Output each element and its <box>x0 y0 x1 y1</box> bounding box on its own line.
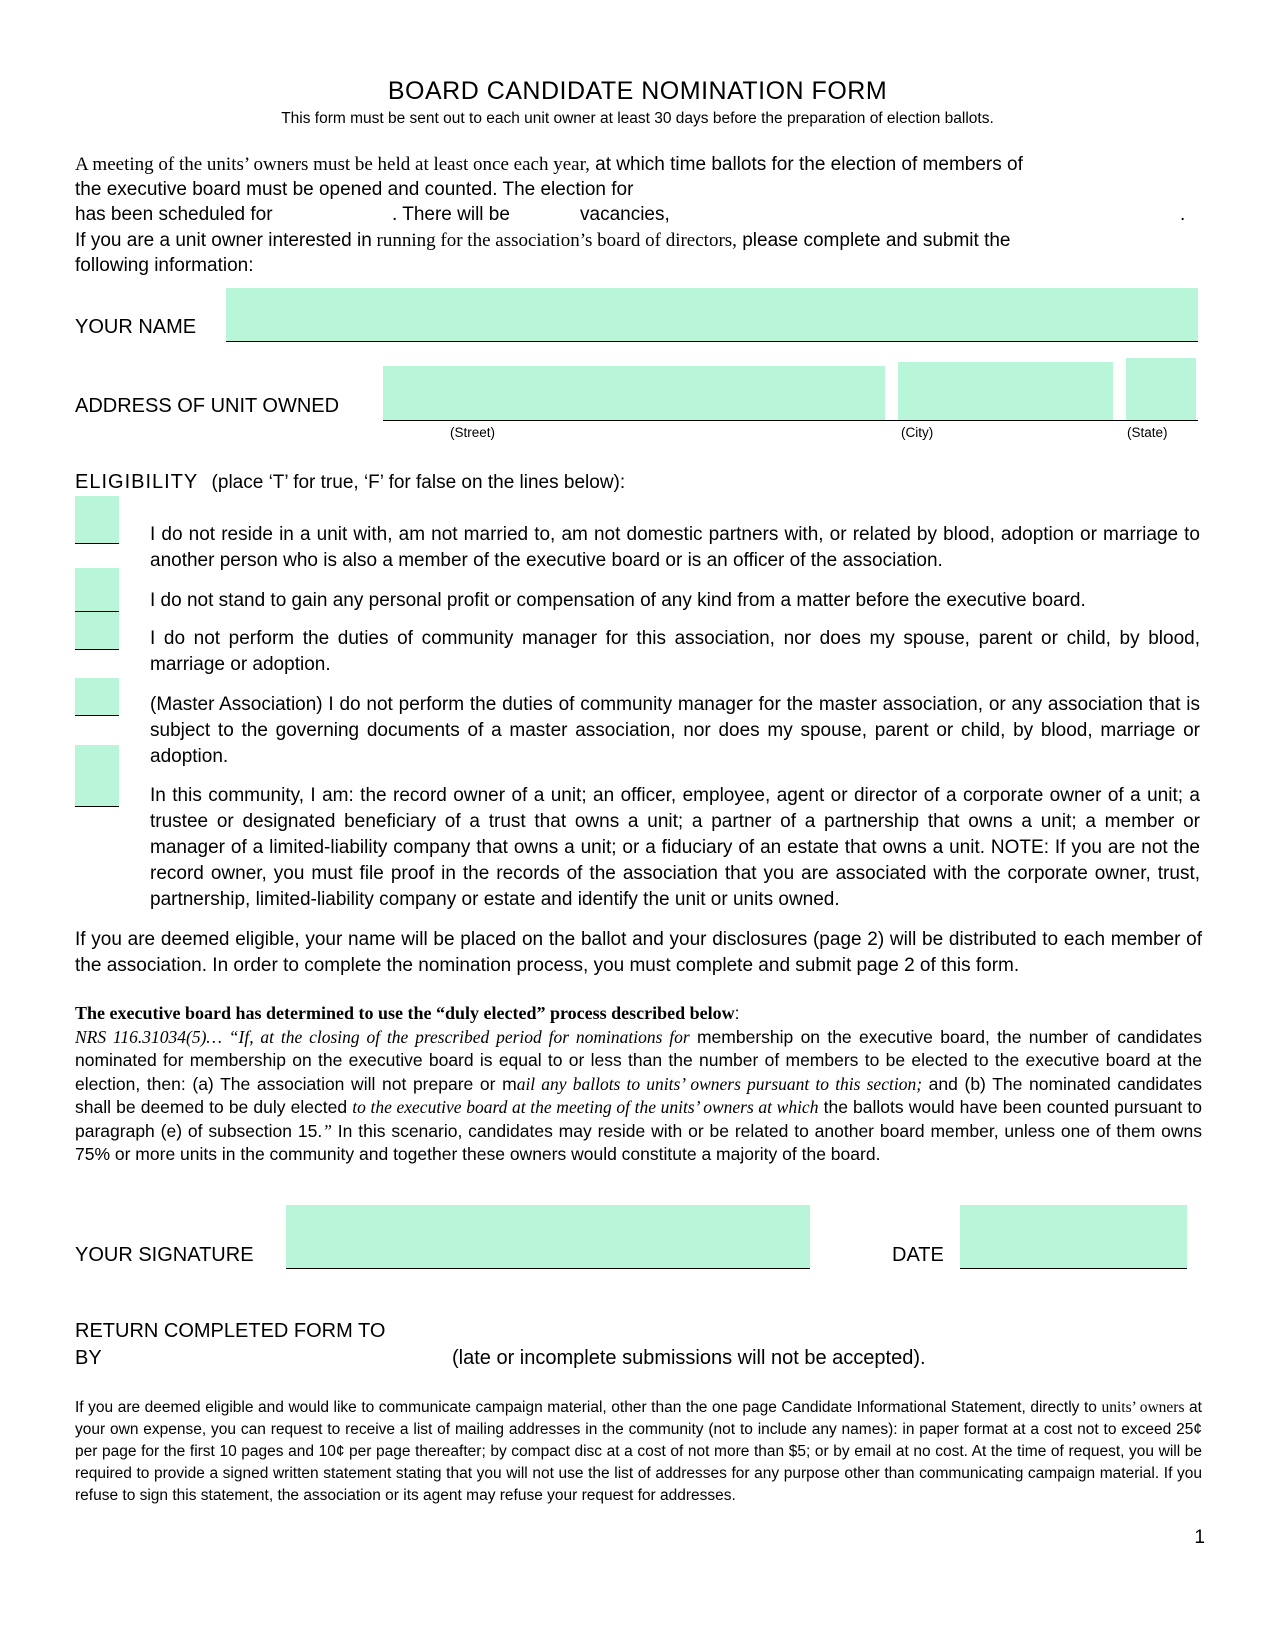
address-underline <box>383 420 1198 421</box>
date-field[interactable] <box>960 1205 1187 1269</box>
name-field[interactable] <box>226 288 1198 342</box>
date-input[interactable] <box>960 1205 1187 1269</box>
footer-note-b: at your own expense, you can request to receive a list of mailing addresses in the community (not to include any names): in paper format at a cost not to exceed 25¢ per page for the first 10 pages and 10¢ per page thereafter; by compact disc at a cost of not more than $5; or by email at no cost. At the time of request, you will be required to provide a signed written statement stating that you will not use the list of addresses for any purpose other than communicating campaign material. If you refuse to sign this statement, the association or its agent may refuse your request for addresses. <box>75 1399 1202 1504</box>
eligibility-check-5-line <box>75 806 119 807</box>
intro-line-3b: . There will be <box>392 204 510 225</box>
eligibility-check-5[interactable] <box>75 745 119 807</box>
intro-line-3c: vacancies, <box>580 204 670 225</box>
eligibility-check-3-line <box>75 649 119 650</box>
nrs-italic-3: to the executive board at the meeting of the units’ owners at which <box>352 1097 819 1117</box>
signature-input[interactable] <box>286 1205 810 1269</box>
signature-underline <box>286 1268 810 1269</box>
intro-line-1-rest: at which time ballots for the election of members of <box>589 154 1023 175</box>
intro-line-4b: please complete and submit the <box>736 230 1011 251</box>
state-field[interactable] <box>1126 358 1196 420</box>
intro-line-4 <box>75 228 1205 253</box>
duly-elected-colon: : <box>734 1003 740 1023</box>
eligibility-check-3[interactable] <box>75 612 119 650</box>
intro-line-3a: has been scheduled for <box>75 204 273 225</box>
eligibility-item-3: I do not perform the duties of community manager for this association, nor does my spouse, parent or child, by blood, marriage or adoption. <box>150 628 1200 675</box>
eligibility-check-1-line <box>75 543 119 544</box>
eligibility-check-1-fill[interactable] <box>75 496 119 544</box>
name-input[interactable] <box>226 288 1198 342</box>
intro-line-4a: If you are a unit owner interested in <box>75 230 372 251</box>
nrs-italic-1: NRS 116.31034(5)… “If, at the closing of the prescribed period for nominations for <box>75 1026 690 1047</box>
footer-note <box>75 1397 1202 1507</box>
state-input[interactable] <box>1126 358 1196 420</box>
eligibility-heading: ELIGIBILITY <box>75 471 199 493</box>
name-label: YOUR NAME <box>75 316 197 338</box>
eligibility-check-2-fill[interactable] <box>75 568 119 612</box>
eligible-note: If you are deemed eligible, your name will be placed on the ballot and your disclosures (page 2) will be distributed to each member of the association. In order to complete the nomination process, you must complete and submit page 2 of this form. <box>75 929 1202 976</box>
signature-label: YOUR SIGNATURE <box>75 1244 254 1266</box>
city-field[interactable] <box>898 362 1113 420</box>
eligibility-item-4: (Master Association) I do not perform the duties of community manager for the master association, or any association that is subject to the governing documents of a master association, nor does my spouse, parent or child, by blood, marriage or adoption. <box>150 694 1200 767</box>
intro-line-1 <box>75 152 1205 177</box>
eligibility-check-2[interactable] <box>75 568 119 612</box>
eligibility-check-4-line <box>75 715 119 716</box>
nrs-plain-1: membership on the executive board, the number of candidates nominated for membership on the executive board is equal to or less than the number of members to be elected to the executive board at the election, then: (a) The association will not prepare or m <box>75 1026 1202 1094</box>
eligibility-check-3-fill[interactable] <box>75 612 119 650</box>
signature-field[interactable] <box>286 1205 810 1269</box>
return-line-1: RETURN COMPLETED FORM TO <box>75 1320 386 1342</box>
date-underline <box>960 1268 1187 1269</box>
form-subtitle: This form must be sent out to each unit owner at least 30 days before the preparation of election ballots. <box>281 110 994 127</box>
intro-line-3d: . <box>1180 204 1186 225</box>
nrs-plain-4: In this scenario, candidates may reside with or be related to another board member, unless one of them owns 75% or more units in the community and together these owners would constitute a majority of the board. <box>75 1120 1202 1164</box>
eligibility-check-1[interactable] <box>75 496 119 544</box>
eligibility-item-2: I do not stand to gain any personal profit or compensation of any kind from a matter before the executive board. <box>150 590 1086 611</box>
nrs-italic-2: ail any ballots to units’ owners pursuant to this section; <box>516 1073 923 1094</box>
intro-line-5: following information: <box>75 255 254 276</box>
street-input[interactable] <box>383 366 885 420</box>
eligibility-item-5: In this community, I am: the record owner of a unit; an officer, employee, agent or director of a corporate owner of a unit; a trustee or designated beneficiary of a trust that owns a unit; a partner of a partnership that owns a unit; a member or manager of a limited-liability company that owns a unit; or a fiduciary of an estate that owns a unit. NOTE: If you are not the record owner, you must file proof in the records of the association that you are associated with the corporate owner, trust, partnership, limited-liability company or estate and identify the unit or units owned. <box>150 785 1200 910</box>
name-underline <box>226 341 1198 342</box>
return-note: (late or incomplete submissions will not be accepted). <box>452 1347 926 1369</box>
page-number: 1 <box>1194 1527 1205 1548</box>
date-label: DATE <box>892 1244 944 1266</box>
intro-line-4-serif: running for the association’s board of directors, <box>371 230 737 251</box>
footer-note-a: If you are deemed eligible and would like to communicate campaign material, other than the one page Candidate Informational Statement, directly to <box>75 1399 1102 1416</box>
address-label: ADDRESS OF UNIT OWNED <box>75 395 340 417</box>
eligibility-item-1: I do not reside in a unit with, am not married to, am not domestic partners with, or related by blood, adoption or marriage to another person who is also a member of the executive board or is an officer of the association. <box>150 524 1200 571</box>
intro-line-1-serif: A meeting of the units’ owners must be held at least once each year, <box>75 154 590 175</box>
form-title: BOARD CANDIDATE NOMINATION FORM <box>387 77 888 105</box>
intro-line-2: the executive board must be opened and counted. The election for <box>75 179 634 200</box>
street-field[interactable] <box>383 366 885 420</box>
eligibility-heading-row <box>75 471 625 494</box>
city-input[interactable] <box>898 362 1113 420</box>
eligibility-check-4[interactable] <box>75 678 119 716</box>
eligibility-check-5-fill[interactable] <box>75 745 119 807</box>
eligibility-check-4-fill[interactable] <box>75 678 119 716</box>
eligibility-instruction: (place ‘T’ for true, ‘F’ for false on the lines below): <box>211 472 626 493</box>
duly-elected-section <box>75 1002 1202 1167</box>
duly-elected-heading: The executive board has determined to use the “duly elected” process described below <box>75 1003 735 1023</box>
state-caption: (State) <box>1127 425 1168 440</box>
nrs-italic-4: ” <box>322 1120 332 1141</box>
nrs-plain-2: and (b) The nominated candidates shall be deemed to be duly elected <box>75 1073 1202 1117</box>
nrs-plain-3: the ballots would have been counted pursuant to paragraph (e) of subsection 15. <box>75 1097 1203 1141</box>
street-caption: (Street) <box>450 425 496 440</box>
return-by: BY <box>75 1347 102 1369</box>
city-caption: (City) <box>901 425 934 440</box>
footer-note-serif: units’ owners <box>1101 1399 1185 1416</box>
